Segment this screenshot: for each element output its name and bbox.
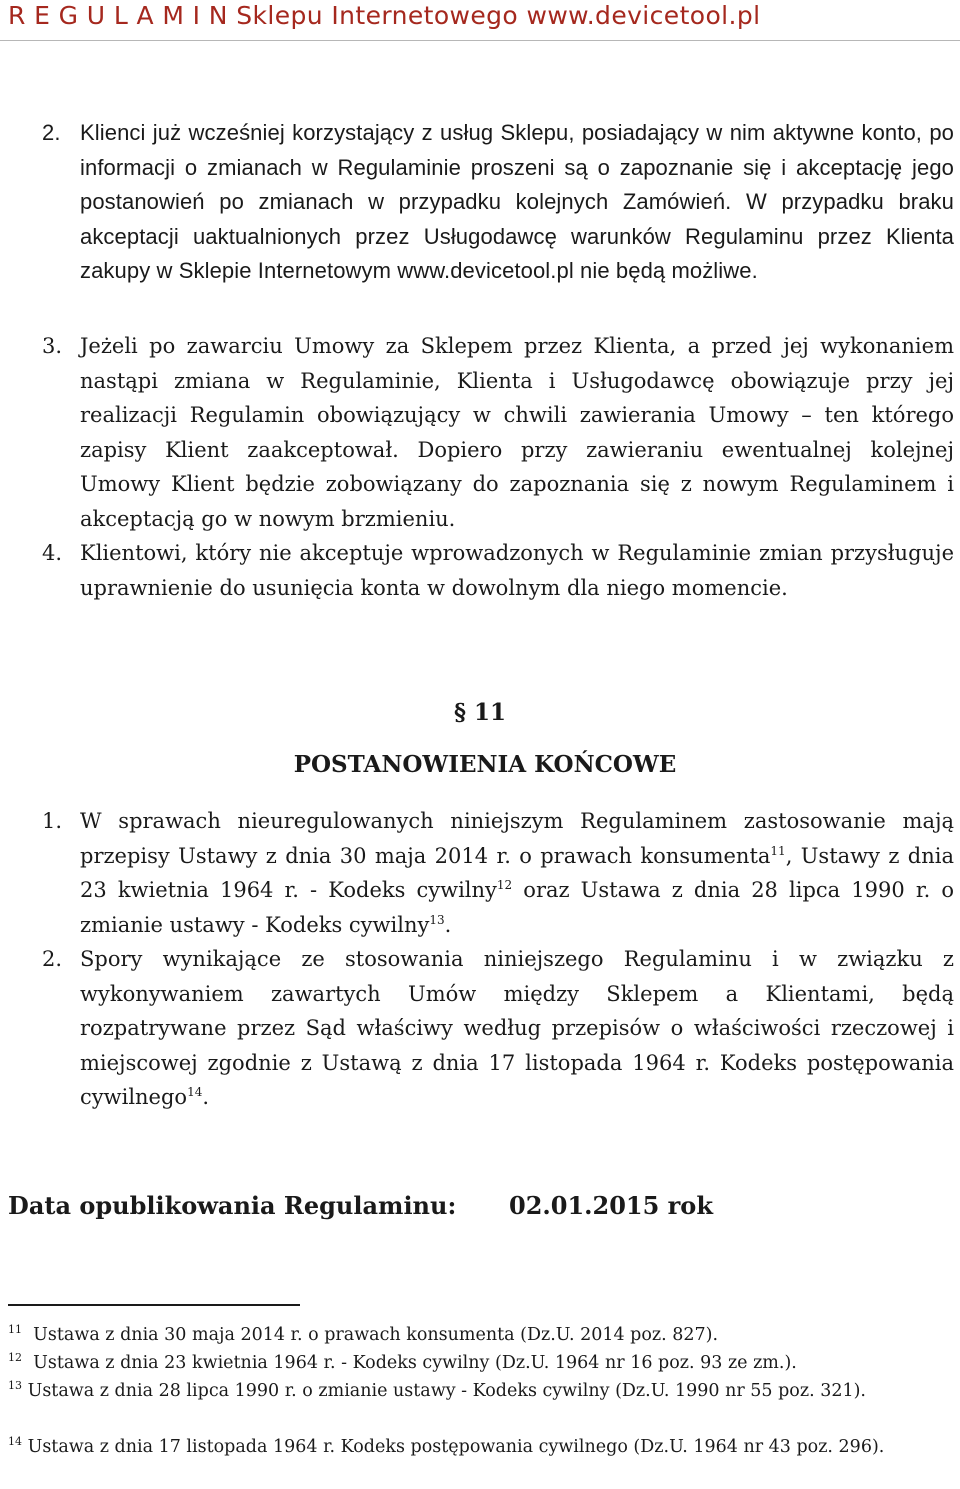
list-item-3 (42, 329, 954, 536)
header-divider (0, 40, 960, 41)
footnote-text: Ustawa z dnia 17 listopada 1964 r. Kodeks postępowania cywilnego (Dz.U. 1964 nr 43 poz. 296). (27, 1437, 885, 1457)
provision-item-1 (42, 804, 954, 942)
footnote-13 (8, 1377, 956, 1405)
provision-text (80, 804, 954, 942)
provision-text-part: Spory wynikające ze stosowania niniejszego Regulaminu i w związku z wykonywaniem zawartych Umów między Sklepem a Klientami, będą rozpatrywane przez Sąd właściwy według przepisów o właściwości rzeczowej i miejscowej zgodnie z Ustawą z dnia 17 listopada 1964 r. Kodeks postępowania cywilnego (80, 947, 954, 1109)
footnote-14 (8, 1433, 956, 1461)
list-item-2 (42, 116, 954, 289)
list-number: 2. (42, 947, 63, 971)
footnote-number: 12 (8, 1351, 22, 1365)
list-number: 1. (42, 809, 63, 833)
publication-date-label: Data opublikowania Regulaminu: (8, 1191, 457, 1220)
footnote-separator (8, 1304, 300, 1306)
list-number: 3. (42, 334, 63, 358)
footnote-text: Ustawa z dnia 23 kwietnia 1964 r. - Kodeks cywilny (Dz.U. 1964 nr 16 poz. 93 ze zm.). (33, 1353, 797, 1373)
section-number: § 11 (453, 699, 507, 726)
footnote-number: 14 (8, 1435, 22, 1449)
publication-date-value: 02.01.2015 rok (509, 1191, 713, 1220)
list-number: 4. (42, 541, 63, 565)
provision-text (80, 942, 954, 1115)
list-number: 2. (42, 120, 61, 145)
footnote-reference[interactable]: 11 (770, 843, 786, 858)
footnote-number: 11 (8, 1323, 22, 1337)
provision-text-part: oraz Ustawa z dnia 28 lipca 1990 r. o zmianie ustawy - Kodeks cywilny (80, 878, 954, 937)
section-title: POSTANOWIENIA KOŃCOWE (293, 751, 677, 778)
list-item-4 (42, 536, 954, 605)
provision-text-part: . (202, 1085, 210, 1109)
provision-text-part: , Ustawy z dnia 23 kwietnia 1964 r. - Kodeks cywilny (80, 843, 954, 902)
provision-item-2 (42, 942, 954, 1115)
footnote-reference[interactable]: 12 (496, 878, 513, 892)
footnote-reference[interactable]: 13 (429, 912, 445, 927)
provision-text-part: . (444, 912, 452, 937)
footnote-text: Ustawa z dnia 30 maja 2014 r. o prawach konsumenta (Dz.U. 2014 poz. 827). (33, 1325, 719, 1345)
list-item-text: Klienci już wcześniej korzystający z usług Sklepu, posiadający w nim aktywne konto, po informacji o zmianach w Regulaminie proszeni są o zapoznanie się i akceptację jego postanowień po zmianach w przypadku kolejnych Zamówień. W przypadku braku akceptacji uaktualnionych przez Usługodawcę warunków Regulaminu przez Klienta zakupy w Sklepie Internetowym www.devicetool.pl nie będą możliwe. (80, 120, 954, 283)
footnote-11 (8, 1321, 956, 1349)
footnote-12 (8, 1349, 956, 1377)
footnote-text: Ustawa z dnia 28 lipca 1990 r. o zmianie ustawy - Kodeks cywilny (Dz.U. 1990 nr 55 poz. 321). (27, 1381, 866, 1401)
footnote-number: 13 (8, 1379, 22, 1393)
provision-text-part: W sprawach nieuregulowanych niniejszym Regulaminem zastosowanie mają przepisy Ustawy z dnia 30 maja 2014 r. o prawach konsumenta (80, 809, 954, 868)
footnote-reference[interactable]: 14 (187, 1085, 203, 1099)
list-item-text: Jeżeli po zawarciu Umowy za Sklepem przez Klienta, a przed jej wykonaniem nastąpi zmiana w Regulaminie, Klienta i Usługodawcę obowiązuje przy jej realizacji Regulamin obowiązujący w chwili zawierania Umowy – ten którego zapisy Klient zaakceptował. Dopiero przy zawieraniu ewentualnej kolejnej Umowy Klient będzie zobowiązany do zapoznania się z nowym Regulaminem i akceptacją go w nowym brzmieniu. (80, 334, 954, 531)
list-item-text: Klientowi, który nie akceptuje wprowadzonych w Regulaminie zmian przysługuje uprawnienie do usunięcia konta w dowolnym dla niego momencie. (80, 541, 954, 600)
page-header: R E G U L A M I N Sklepu Internetowego www.devicetool.pl (8, 1, 761, 30)
